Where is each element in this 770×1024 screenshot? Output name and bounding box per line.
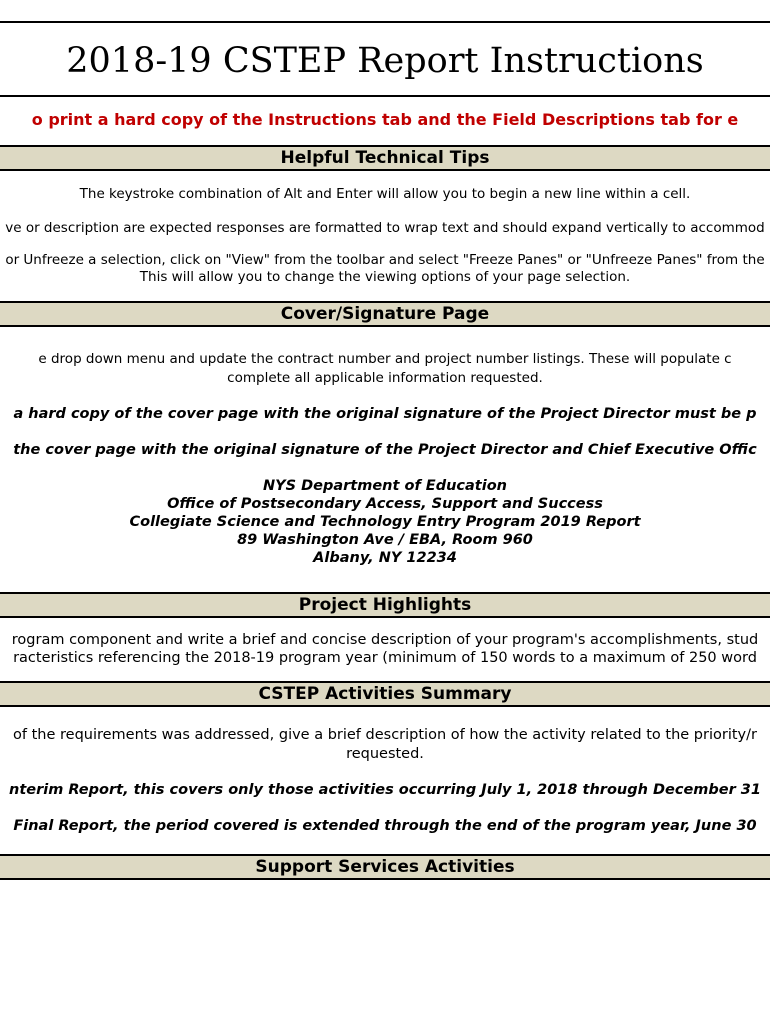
address-line-3: Collegiate Science and Technology Entry Program 2019 Report: [129, 514, 641, 530]
page-title: 2018-19 CSTEP Report Instructions: [66, 41, 704, 81]
section-title-project-highlights: Project Highlights: [298, 595, 472, 615]
tip-alt-enter: The keystroke combination of Alt and Enter will allow you to begin a new line within a cell.: [79, 186, 691, 202]
section-title-support-services: Support Services Activities: [255, 857, 515, 877]
address-line-5: Albany, NY 12234: [313, 550, 457, 566]
final-report-note: Final Report, the period covered is extended through the end of the program year, June 30: [13, 818, 757, 834]
title-bottom-border: [0, 95, 770, 97]
highlights-line1: rogram component and write a brief and concise description of your program's accomplishments, stud: [11, 632, 759, 648]
tip-freeze-panes-line2: This will allow you to change the viewing options of your page selection.: [139, 269, 631, 285]
address-line-4: 89 Washington Ave / EBA, Room 960: [237, 532, 533, 548]
cover-hard-copy-note: a hard copy of the cover page with the original signature of the Project Director must be p: [13, 406, 757, 422]
section-title-cover-signature: Cover/Signature Page: [280, 304, 490, 324]
address-line-2: Office of Postsecondary Access, Support and Success: [167, 496, 603, 512]
cover-signature-note: the cover page with the original signature of the Project Director and Chief Executive Offic: [13, 442, 757, 458]
cover-dropdown-line1: e drop down menu and update the contract number and project number listings. These will populate c: [38, 351, 732, 367]
tip-freeze-panes-line1: or Unfreeze a selection, click on "View" from the toolbar and select "Freeze Panes" or "Unfreeze Panes" from the: [5, 252, 765, 268]
address-line-1: NYS Department of Education: [263, 478, 507, 494]
activities-line1: of the requirements was addressed, give a brief description of how the activity related to the priority/r: [13, 727, 757, 743]
title-top-border: [0, 21, 770, 23]
highlights-line2: racteristics referencing the 2018-19 program year (minimum of 150 words to a maximum of 250 word: [13, 650, 757, 666]
section-title-activities-summary: CSTEP Activities Summary: [258, 684, 512, 704]
tip-wrap-text: ve or description are expected responses are formatted to wrap text and should expand vertically to accommod: [5, 220, 765, 236]
cover-dropdown-line2: complete all applicable information requested.: [227, 370, 543, 386]
interim-report-note: nterim Report, this covers only those activities occurring July 1, 2018 through December 31: [9, 782, 761, 798]
activities-line2: requested.: [346, 746, 424, 762]
section-title-technical-tips: Helpful Technical Tips: [280, 148, 490, 168]
print-notice: o print a hard copy of the Instructions tab and the Field Descriptions tab for e: [31, 110, 739, 129]
